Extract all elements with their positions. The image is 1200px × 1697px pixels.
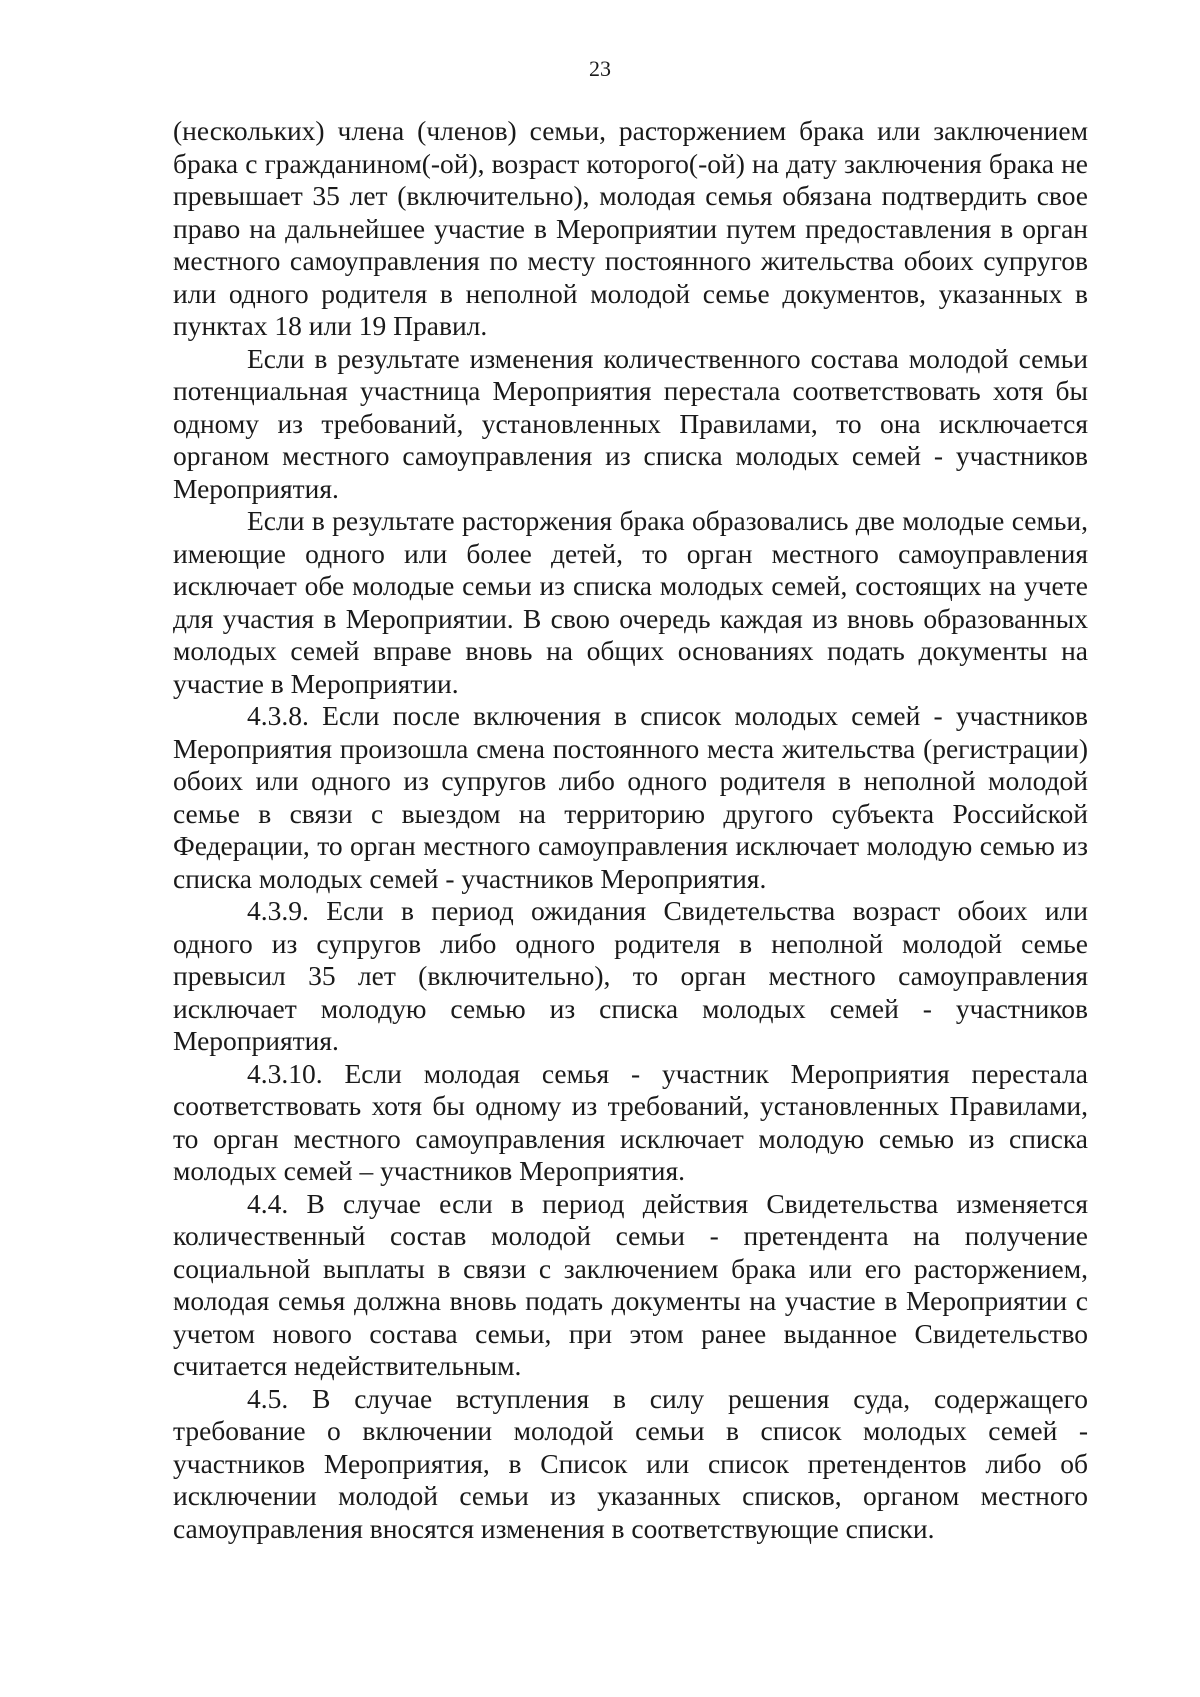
document-body (173, 115, 1088, 1545)
paragraph-4-5: 4.5. В случае вступления в силу решения суда, содержащего требование о включении молодой семьи в список молодых семей - участников Мероприятия, в Список или список претендентов либо об исключении молодой семьи из указанных списков, органом местного самоуправления вносятся изменения в соответствующие списки. (173, 1382, 1088, 1544)
paragraph-4-3-9: 4.3.9. Если в период ожидания Свидетельства возраст обоих или одного из супругов либо одного родителя в неполной молодой семье превысил 35 лет (включительно), то орган местного самоуправления исключает молодую семью из списка молодых семей - участников Мероприятия. (173, 895, 1088, 1056)
paragraph-4-4: 4.4. В случае если в период действия Свидетельства изменяется количественный состав молодой семьи - претендента на получение социальной выплаты в связи с заключением брака или его расторжением, молодая семья должна вновь подать документы на участие в Мероприятии с учетом нового состава семьи, при этом ранее выданное Свидетельство считается недействительным. (173, 1187, 1088, 1381)
paragraph-4-3-10: 4.3.10. Если молодая семья - участник Мероприятия перестала соответствовать хотя бы одному из требований, установленных Правилами, то орган местного самоуправления исключает молодую семью из списка молодых семей – участников Мероприятия. (173, 1057, 1088, 1186)
page-number: 23 (589, 56, 611, 81)
paragraph: Если в результате расторжения брака образовались две молодые семьи, имеющие одного или более детей, то орган местного самоуправления исключает обе молодые семьи из списка молодых семей, состоящих на учете для участия в Мероприятии. В свою очередь каждая из вновь образованных молодых семей вправе вновь на общих основаниях подать документы на участие в Мероприятии. (173, 505, 1088, 699)
paragraph: Если в результате изменения количественного состава молодой семьи потенциальная участница Мероприятия перестала соответствовать хотя бы одному из требований, установленных Правилами, то она исключается органом местного самоуправления из списка молодых семей - участников Мероприятия. (173, 342, 1088, 504)
paragraph-continuation: (нескольких) члена (членов) семьи, расторжением брака или заключением брака с гражданином(-ой), возраст которого(-ой) на дату заключения брака не превышает 35 лет (включительно), молодая семья обязана подтвердить свое право на дальнейшее участие в Мероприятии путем предоставления в орган местного самоуправления по месту постоянного жительства обоих супругов или одного родителя в неполной молодой семье документов, указанных в пунктах 18 или 19 Правил. (173, 115, 1088, 341)
paragraph-4-3-8: 4.3.8. Если после включения в список молодых семей - участников Мероприятия произошла смена постоянного места жительства (регистрации) обоих или одного из супругов либо одного родителя в неполной молодой семье в связи с выездом на территорию другого субъекта Российской Федерации, то орган местного самоуправления исключает молодую семью из списка молодых семей - участников Мероприятия. (173, 700, 1088, 894)
